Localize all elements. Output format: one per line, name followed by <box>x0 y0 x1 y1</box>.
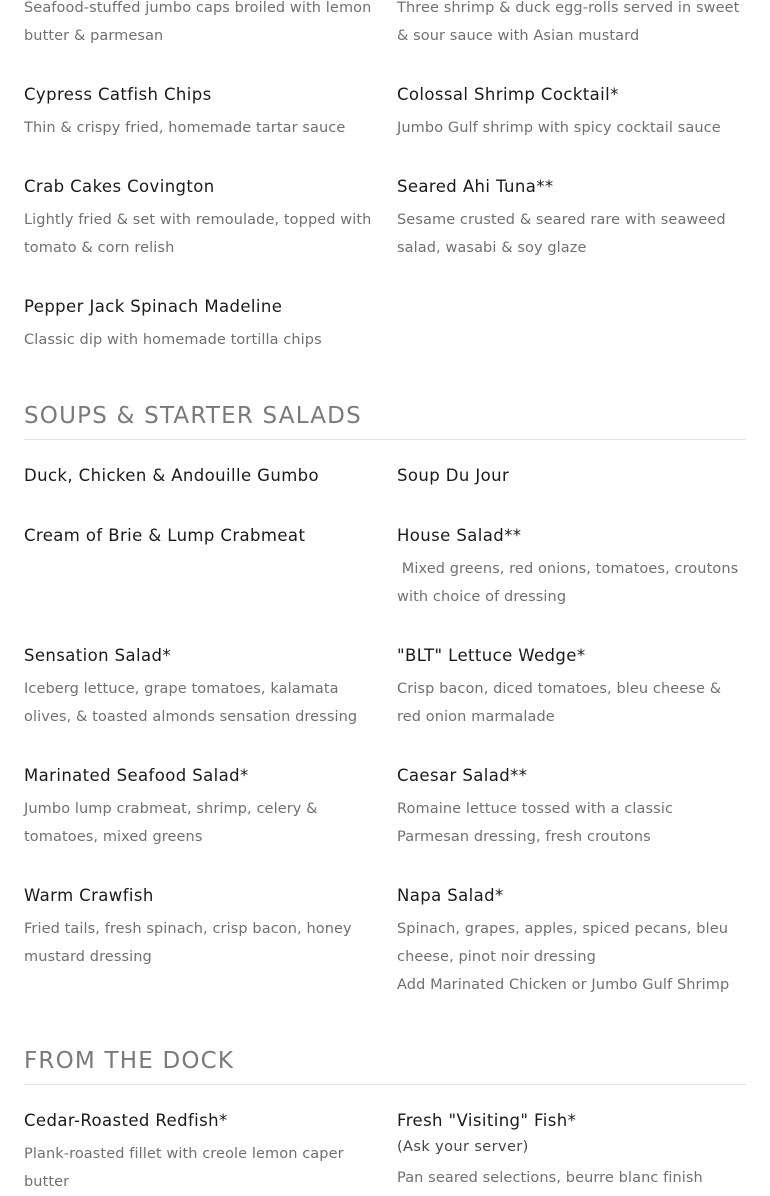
menu-item-name: Seared Ahi Tuna** <box>397 177 554 196</box>
menu-item-name: Cream of Brie & Lump Crabmeat <box>24 526 306 545</box>
menu-item-name: House Salad** <box>397 526 522 545</box>
menu-item-desc: Mixed greens, red onions, tomatoes, croutons with choice of dressing <box>397 561 743 605</box>
menu-item-desc: Jumbo lump crabmeat, shrimp, celery & tomatoes, mixed greens <box>24 801 318 845</box>
menu-item-desc: Spinach, grapes, apples, spiced pecans, bleu cheese, pinot noir dressing <box>397 921 729 965</box>
menu-item-name: Fresh "Visiting" Fish* <box>397 1111 577 1130</box>
menu-item-desc: Romaine lettuce tossed with a classic Parmesan dressing, fresh croutons <box>397 801 674 845</box>
menu-item-desc: Seafood-stuffed jumbo caps broiled with lemon butter & parmesan <box>24 0 372 44</box>
menu-item-desc: Thin & crispy fried, homemade tartar sauce <box>24 120 346 136</box>
menu-item-name: Cedar-Roasted Redfish* <box>24 1111 228 1130</box>
menu-item-name: Crab Cakes Covington <box>24 177 215 196</box>
menu-item-desc: Pan seared selections, beurre blanc finish <box>397 1170 703 1186</box>
menu-item-desc: Iceberg lettuce, grape tomatoes, kalamata olives, & toasted almonds sensation dressing <box>24 681 358 725</box>
menu-item-name: Caesar Salad** <box>397 766 528 785</box>
menu-item-desc: Fried tails, fresh spinach, crisp bacon, honey mustard dressing <box>24 921 352 965</box>
menu-item-name: Sensation Salad* <box>24 646 172 665</box>
menu-item-name: Napa Salad* <box>397 886 504 905</box>
section-title: FROM THE DOCK <box>24 1048 235 1074</box>
menu-item-name: Marinated Seafood Salad* <box>24 766 249 785</box>
menu-item-desc: Sesame crusted & seared rare with seaweed salad, wasabi & soy glaze <box>397 212 726 256</box>
menu-item-note: (Ask your server) <box>397 1139 529 1155</box>
menu-item-desc: Crisp bacon, diced tomatoes, bleu cheese & red onion marmalade <box>397 681 722 725</box>
section-title: SOUPS & STARTER SALADS <box>24 403 362 429</box>
menu-item-name: Soup Du Jour <box>397 466 510 485</box>
menu-item-name: Pepper Jack Spinach Madeline <box>24 297 283 316</box>
menu-item-name: Colossal Shrimp Cocktail* <box>397 85 619 104</box>
section-divider <box>24 1084 746 1085</box>
menu-item-desc: Plank-roasted fillet with creole lemon caper butter <box>24 1146 344 1190</box>
menu-item-name: Cypress Catfish Chips <box>24 85 212 104</box>
menu-item-name: Duck, Chicken & Andouille Gumbo <box>24 466 320 485</box>
menu-item-desc: Lightly fried & set with remoulade, topped with tomato & corn relish <box>24 212 372 256</box>
menu-item-desc: Jumbo Gulf shrimp with spicy cocktail sauce <box>397 120 721 136</box>
menu-item-desc: Classic dip with homemade tortilla chips <box>24 332 322 348</box>
menu-item-desc: Three shrimp & duck egg-rolls served in sweet & sour sauce with Asian mustard <box>397 0 740 44</box>
menu-item-name: "BLT" Lettuce Wedge* <box>397 646 586 665</box>
menu-item-addon: Add Marinated Chicken or Jumbo Gulf Shrimp <box>397 977 730 993</box>
menu-item-name: Warm Crawfish <box>24 886 154 905</box>
section-divider <box>24 439 746 440</box>
